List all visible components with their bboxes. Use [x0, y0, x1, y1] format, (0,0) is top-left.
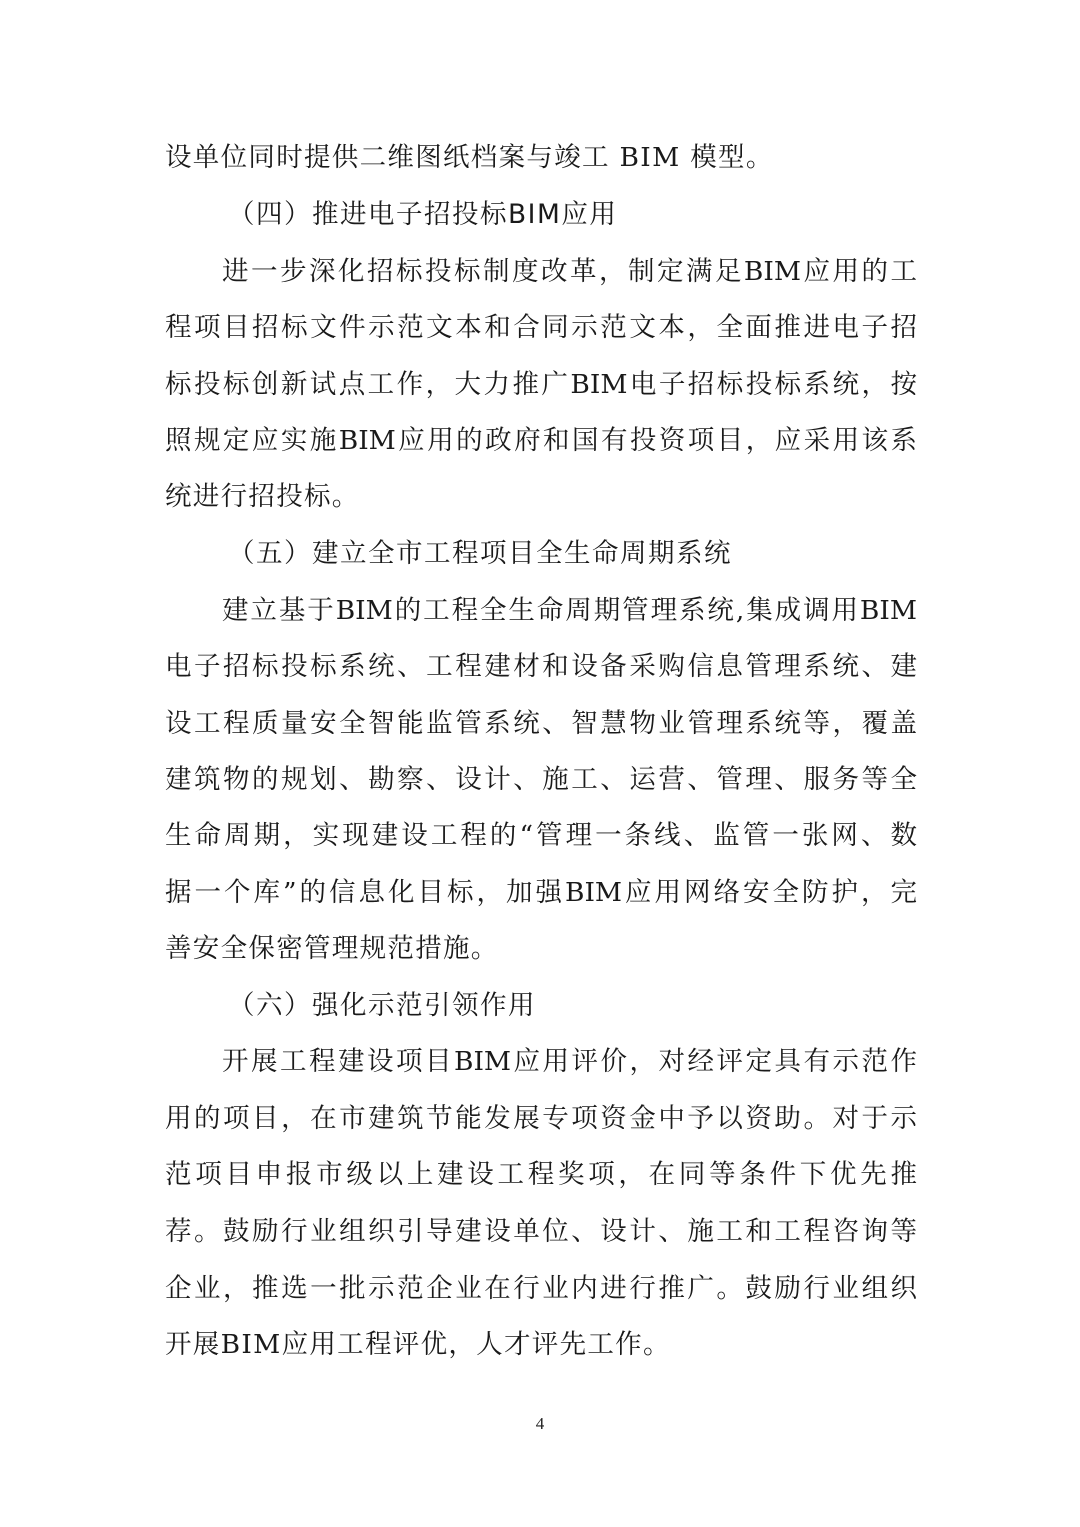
- paragraph-line: 企业，推选一批示范企业在行业内进行推广。鼓励行业组织: [165, 1273, 917, 1304]
- paragraph-line: 统进行招投标。: [165, 481, 360, 512]
- paragraph-line: 照规定应实施BIM应用的政府和国有投资项目，应采用该系: [165, 425, 917, 456]
- paragraph-line: 生命周期，实现建设工程的“管理一条线、监管一张网、数: [165, 820, 917, 851]
- paragraph-line: 范项目申报市级以上建设工程奖项，在同等条件下优先推: [165, 1159, 917, 1190]
- paragraph-line: 开展工程建设项目BIM应用评价，对经评定具有示范作: [222, 1046, 917, 1077]
- paragraph-line: 建立基于BIM的工程全生命周期管理系统,集成调用BIM: [222, 595, 917, 626]
- paragraph-line: 用的项目，在市建筑节能发展专项资金中予以资助。对于示: [165, 1103, 917, 1134]
- paragraph-line: 进一步深化招标投标制度改革，制定满足BIM应用的工: [222, 256, 917, 287]
- paragraph-line: 程项目招标文件示范文本和合同示范文本，全面推进电子招: [165, 312, 917, 343]
- section-heading-5: （五）建立全市工程项目全生命周期系统: [228, 538, 732, 569]
- section-heading-4: （四）推进电子招投标BIM应用: [228, 199, 618, 230]
- paragraph-line: 开展BIM应用工程评优，人才评先工作。: [165, 1329, 671, 1360]
- paragraph-line: 善安全保密管理规范措施。: [165, 933, 499, 964]
- paragraph-line: 设单位同时提供二维图纸档案与竣工 BIM 模型。: [165, 142, 774, 173]
- page-number: 4: [535, 1414, 545, 1433]
- paragraph-line: 设工程质量安全智能监管系统、智慧物业管理系统等，覆盖: [165, 708, 917, 739]
- paragraph-line: 电子招标投标系统、工程建材和设备采购信息管理系统、建: [165, 651, 917, 682]
- paragraph-line: 建筑物的规划、勘察、设计、施工、运营、管理、服务等全: [165, 764, 917, 795]
- paragraph-line: 标投标创新试点工作，大力推广BIM电子招标投标系统，按: [165, 369, 917, 400]
- paragraph-line: 荐。鼓励行业组织引导建设单位、设计、施工和工程咨询等: [165, 1216, 917, 1247]
- paragraph-line: 据一个库”的信息化目标，加强BIM应用网络安全防护，完: [165, 877, 917, 908]
- section-heading-6: （六）强化示范引领作用: [228, 990, 536, 1021]
